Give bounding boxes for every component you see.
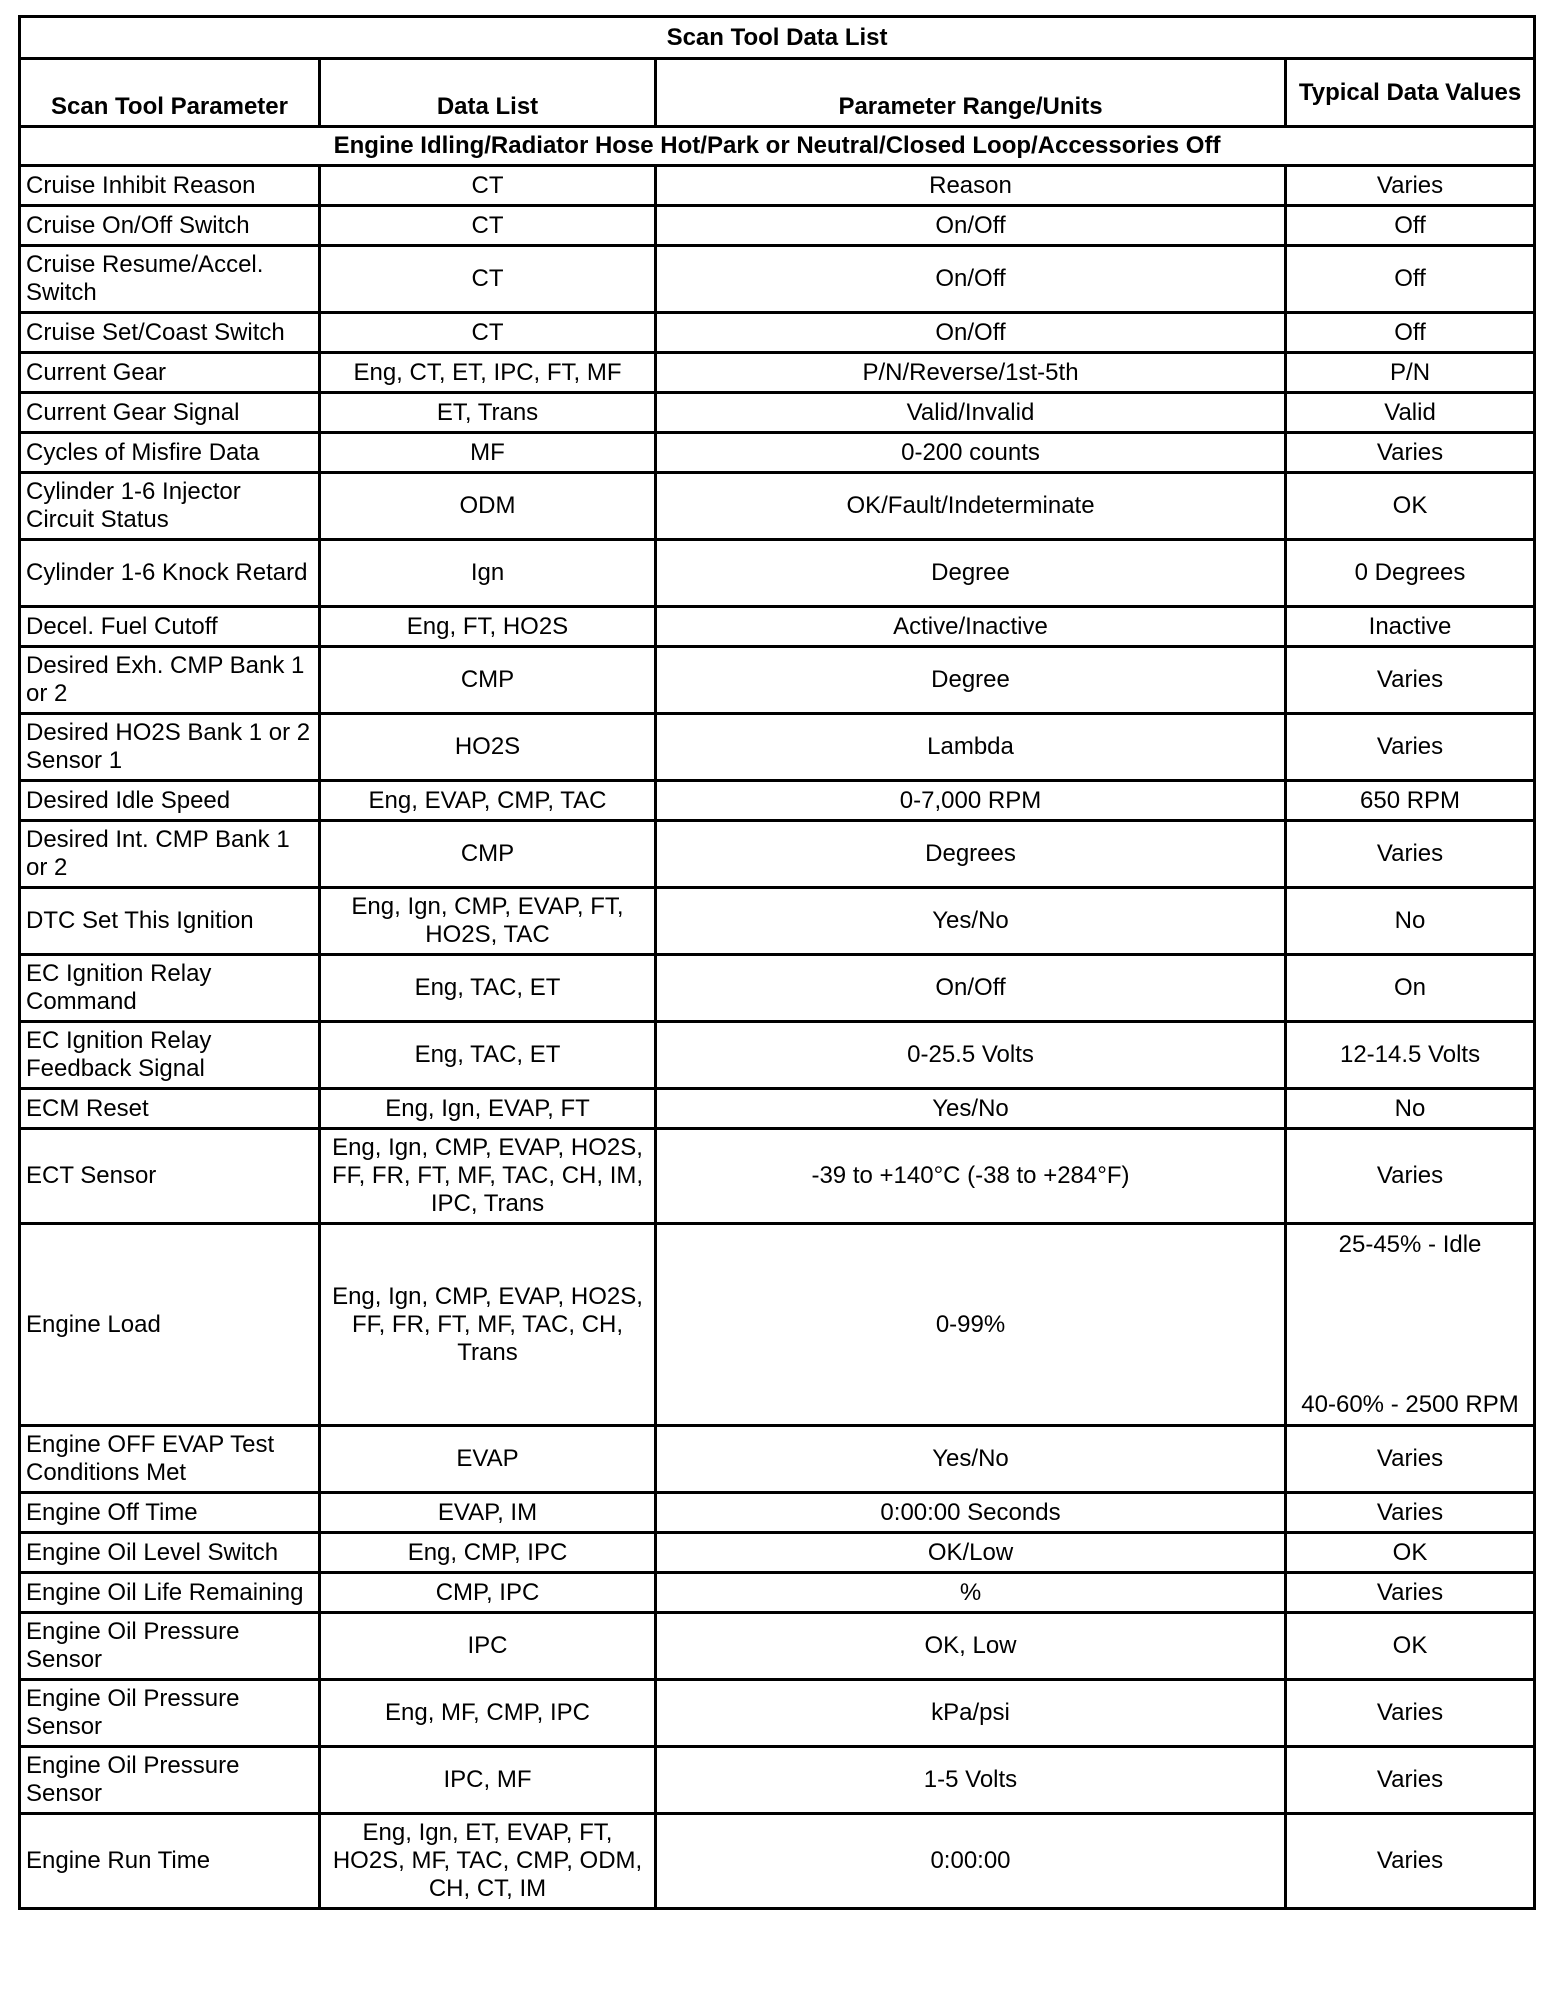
range-cell: 1-5 Volts: [656, 1747, 1286, 1814]
data-list-cell: Ign: [320, 540, 656, 607]
data-list-cell: Eng, CT, ET, IPC, FT, MF: [320, 353, 656, 393]
table-row: [20, 1493, 1535, 1533]
table-row: [20, 1224, 1535, 1426]
typical-value-cell: Valid: [1286, 393, 1535, 433]
range-cell: 0-200 counts: [656, 433, 1286, 473]
parameter-cell: Desired Exh. CMP Bank 1 or 2: [20, 647, 320, 714]
range-cell: OK/Low: [656, 1533, 1286, 1573]
typical-value-cell: P/N: [1286, 353, 1535, 393]
typical-value-cell: Varies: [1286, 1814, 1535, 1909]
data-list-cell: EVAP, IM: [320, 1493, 656, 1533]
parameter-cell: Engine Oil Pressure Sensor: [20, 1613, 320, 1680]
title-row: [20, 17, 1535, 59]
data-list-cell: Eng, Ign, CMP, EVAP, FT, HO2S, TAC: [320, 888, 656, 955]
section-heading: Engine Idling/Radiator Hose Hot/Park or Neutral/Closed Loop/Accessories Off: [20, 127, 1535, 166]
data-list-cell: CMP: [320, 647, 656, 714]
typical-value-cell: Varies: [1286, 166, 1535, 206]
data-list-cell: Eng, MF, CMP, IPC: [320, 1680, 656, 1747]
data-list-cell: CT: [320, 166, 656, 206]
typical-value-idle: 25-45% - Idle: [1338, 1230, 1482, 1258]
data-list-cell: IPC, MF: [320, 1747, 656, 1814]
range-cell: Active/Inactive: [656, 607, 1286, 647]
data-list-cell: Eng, TAC, ET: [320, 955, 656, 1022]
data-list-cell: ET, Trans: [320, 393, 656, 433]
typical-value-cell: OK: [1286, 473, 1535, 540]
typical-value-cell: Off: [1286, 313, 1535, 353]
parameter-cell: EC Ignition Relay Feedback Signal: [20, 1022, 320, 1089]
data-list-cell: CT: [320, 206, 656, 246]
typical-value-2500-rpm: 40-60% - 2500 RPM: [1301, 1390, 1519, 1418]
header-typical-data-values: Typical Data Values: [1286, 59, 1535, 127]
range-cell: -39 to +140°C (-38 to +284°F): [656, 1129, 1286, 1224]
range-cell: OK/Fault/Indeterminate: [656, 473, 1286, 540]
section-row: [20, 127, 1535, 166]
data-list-cell: Eng, Ign, CMP, EVAP, HO2S, FF, FR, FT, MF, TAC, CH, IM, IPC, Trans: [320, 1129, 656, 1224]
table-row: [20, 1680, 1535, 1747]
parameter-cell: DTC Set This Ignition: [20, 888, 320, 955]
data-list-cell: HO2S: [320, 714, 656, 781]
typical-value-cell: On: [1286, 955, 1535, 1022]
parameter-cell: Engine Oil Pressure Sensor: [20, 1747, 320, 1814]
table-row: [20, 1814, 1535, 1909]
data-list-cell: Eng, Ign, CMP, EVAP, HO2S, FF, FR, FT, MF, TAC, CH, Trans: [320, 1224, 656, 1426]
table-row: [20, 955, 1535, 1022]
range-cell: 0-25.5 Volts: [656, 1022, 1286, 1089]
parameter-cell: Cylinder 1-6 Injector Circuit Status: [20, 473, 320, 540]
parameter-cell: Cycles of Misfire Data: [20, 433, 320, 473]
typical-value-cell: Off: [1286, 206, 1535, 246]
typical-value-cell: OK: [1286, 1613, 1535, 1680]
range-cell: On/Off: [656, 313, 1286, 353]
parameter-cell: Engine Run Time: [20, 1814, 320, 1909]
typical-value-cell: Off: [1286, 246, 1535, 313]
table-row: [20, 1129, 1535, 1224]
range-cell: Degree: [656, 647, 1286, 714]
typical-value-cell: Varies: [1286, 1747, 1535, 1814]
data-list-cell: Eng, FT, HO2S: [320, 607, 656, 647]
typical-value-cell: Varies: [1286, 1573, 1535, 1613]
table-row: [20, 821, 1535, 888]
table-row: [20, 781, 1535, 821]
typical-value-cell: Varies: [1286, 647, 1535, 714]
typical-value-cell: Varies: [1286, 1493, 1535, 1533]
parameter-cell: Cruise Set/Coast Switch: [20, 313, 320, 353]
data-list-cell: Eng, TAC, ET: [320, 1022, 656, 1089]
parameter-cell: Desired Idle Speed: [20, 781, 320, 821]
parameter-cell: Engine Oil Life Remaining: [20, 1573, 320, 1613]
range-cell: 0:00:00: [656, 1814, 1286, 1909]
data-list-cell: CT: [320, 246, 656, 313]
range-cell: 0:00:00 Seconds: [656, 1493, 1286, 1533]
table-row: [20, 1533, 1535, 1573]
range-cell: 0-7,000 RPM: [656, 781, 1286, 821]
data-list-cell: MF: [320, 433, 656, 473]
typical-value-cell: 12-14.5 Volts: [1286, 1022, 1535, 1089]
range-cell: Valid/Invalid: [656, 393, 1286, 433]
parameter-cell: Current Gear Signal: [20, 393, 320, 433]
typical-value-cell: 650 RPM: [1286, 781, 1535, 821]
parameter-cell: Cruise Resume/Accel. Switch: [20, 246, 320, 313]
range-cell: Yes/No: [656, 1426, 1286, 1493]
data-list-cell: CMP: [320, 821, 656, 888]
typical-value-cell: Varies: [1286, 1680, 1535, 1747]
typical-value-cell: Varies: [1286, 714, 1535, 781]
range-cell: %: [656, 1573, 1286, 1613]
typical-value-cell: 0 Degrees: [1286, 540, 1535, 607]
parameter-cell: ECM Reset: [20, 1089, 320, 1129]
range-cell: On/Off: [656, 206, 1286, 246]
data-list-cell: EVAP: [320, 1426, 656, 1493]
range-cell: kPa/psi: [656, 1680, 1286, 1747]
parameter-cell: Cylinder 1-6 Knock Retard: [20, 540, 320, 607]
table-row: [20, 888, 1535, 955]
header-data-list: Data List: [320, 59, 656, 127]
parameter-cell: Desired Int. CMP Bank 1 or 2: [20, 821, 320, 888]
parameter-cell: Current Gear: [20, 353, 320, 393]
typical-value-cell: No: [1286, 888, 1535, 955]
range-cell: Yes/No: [656, 1089, 1286, 1129]
typical-value-cell: No: [1286, 1089, 1535, 1129]
parameter-cell: Engine OFF EVAP Test Conditions Met: [20, 1426, 320, 1493]
typical-value-cell: OK: [1286, 1533, 1535, 1573]
data-list-cell: CMP, IPC: [320, 1573, 656, 1613]
table-row: [20, 540, 1535, 607]
header-scan-tool-parameter: Scan Tool Parameter: [20, 59, 320, 127]
table-row: [20, 393, 1535, 433]
data-list-cell: Eng, Ign, EVAP, FT: [320, 1089, 656, 1129]
range-cell: Lambda: [656, 714, 1286, 781]
table-row: [20, 647, 1535, 714]
table-row: [20, 1747, 1535, 1814]
parameter-cell: Engine Off Time: [20, 1493, 320, 1533]
typical-value-cell: Varies: [1286, 433, 1535, 473]
data-list-cell: IPC: [320, 1613, 656, 1680]
range-cell: 0-99%: [656, 1224, 1286, 1426]
range-cell: Degrees: [656, 821, 1286, 888]
table-row: [20, 473, 1535, 540]
table-row: [20, 1426, 1535, 1493]
data-list-cell: ODM: [320, 473, 656, 540]
table-row: [20, 1613, 1535, 1680]
table-row: [20, 714, 1535, 781]
parameter-cell: ECT Sensor: [20, 1129, 320, 1224]
table-row: [20, 433, 1535, 473]
table-row: [20, 166, 1535, 206]
range-cell: Yes/No: [656, 888, 1286, 955]
table-row: [20, 1022, 1535, 1089]
header-row: [20, 59, 1535, 127]
parameter-cell: Desired HO2S Bank 1 or 2 Sensor 1: [20, 714, 320, 781]
table-row: [20, 1089, 1535, 1129]
data-list-cell: Eng, Ign, ET, EVAP, FT, HO2S, MF, TAC, CMP, ODM, CH, CT, IM: [320, 1814, 656, 1909]
typical-value-cell: Varies: [1286, 821, 1535, 888]
table-row: [20, 353, 1535, 393]
table-row: [20, 1573, 1535, 1613]
parameter-cell: Engine Oil Pressure Sensor: [20, 1680, 320, 1747]
range-cell: Reason: [656, 166, 1286, 206]
typical-value-cell: Inactive: [1286, 607, 1535, 647]
table-row: [20, 313, 1535, 353]
parameter-cell: Decel. Fuel Cutoff: [20, 607, 320, 647]
table-row: [20, 246, 1535, 313]
data-list-cell: CT: [320, 313, 656, 353]
scan-tool-data-table: [18, 15, 1536, 1910]
parameter-cell: Cruise On/Off Switch: [20, 206, 320, 246]
range-cell: On/Off: [656, 955, 1286, 1022]
data-list-cell: Eng, CMP, IPC: [320, 1533, 656, 1573]
typical-value-cell: Varies: [1286, 1129, 1535, 1224]
parameter-cell: EC Ignition Relay Command: [20, 955, 320, 1022]
data-list-cell: Eng, EVAP, CMP, TAC: [320, 781, 656, 821]
range-cell: Degree: [656, 540, 1286, 607]
table-row: [20, 206, 1535, 246]
range-cell: OK, Low: [656, 1613, 1286, 1680]
parameter-cell: Engine Oil Level Switch: [20, 1533, 320, 1573]
typical-value-cell: Varies: [1286, 1426, 1535, 1493]
range-cell: P/N/Reverse/1st-5th: [656, 353, 1286, 393]
typical-value-cell: [1286, 1224, 1535, 1426]
parameter-cell: Engine Load: [20, 1224, 320, 1426]
range-cell: On/Off: [656, 246, 1286, 313]
parameter-cell: Cruise Inhibit Reason: [20, 166, 320, 206]
header-parameter-range-units: Parameter Range/Units: [656, 59, 1286, 127]
table-row: [20, 607, 1535, 647]
table-title: Scan Tool Data List: [20, 17, 1535, 59]
